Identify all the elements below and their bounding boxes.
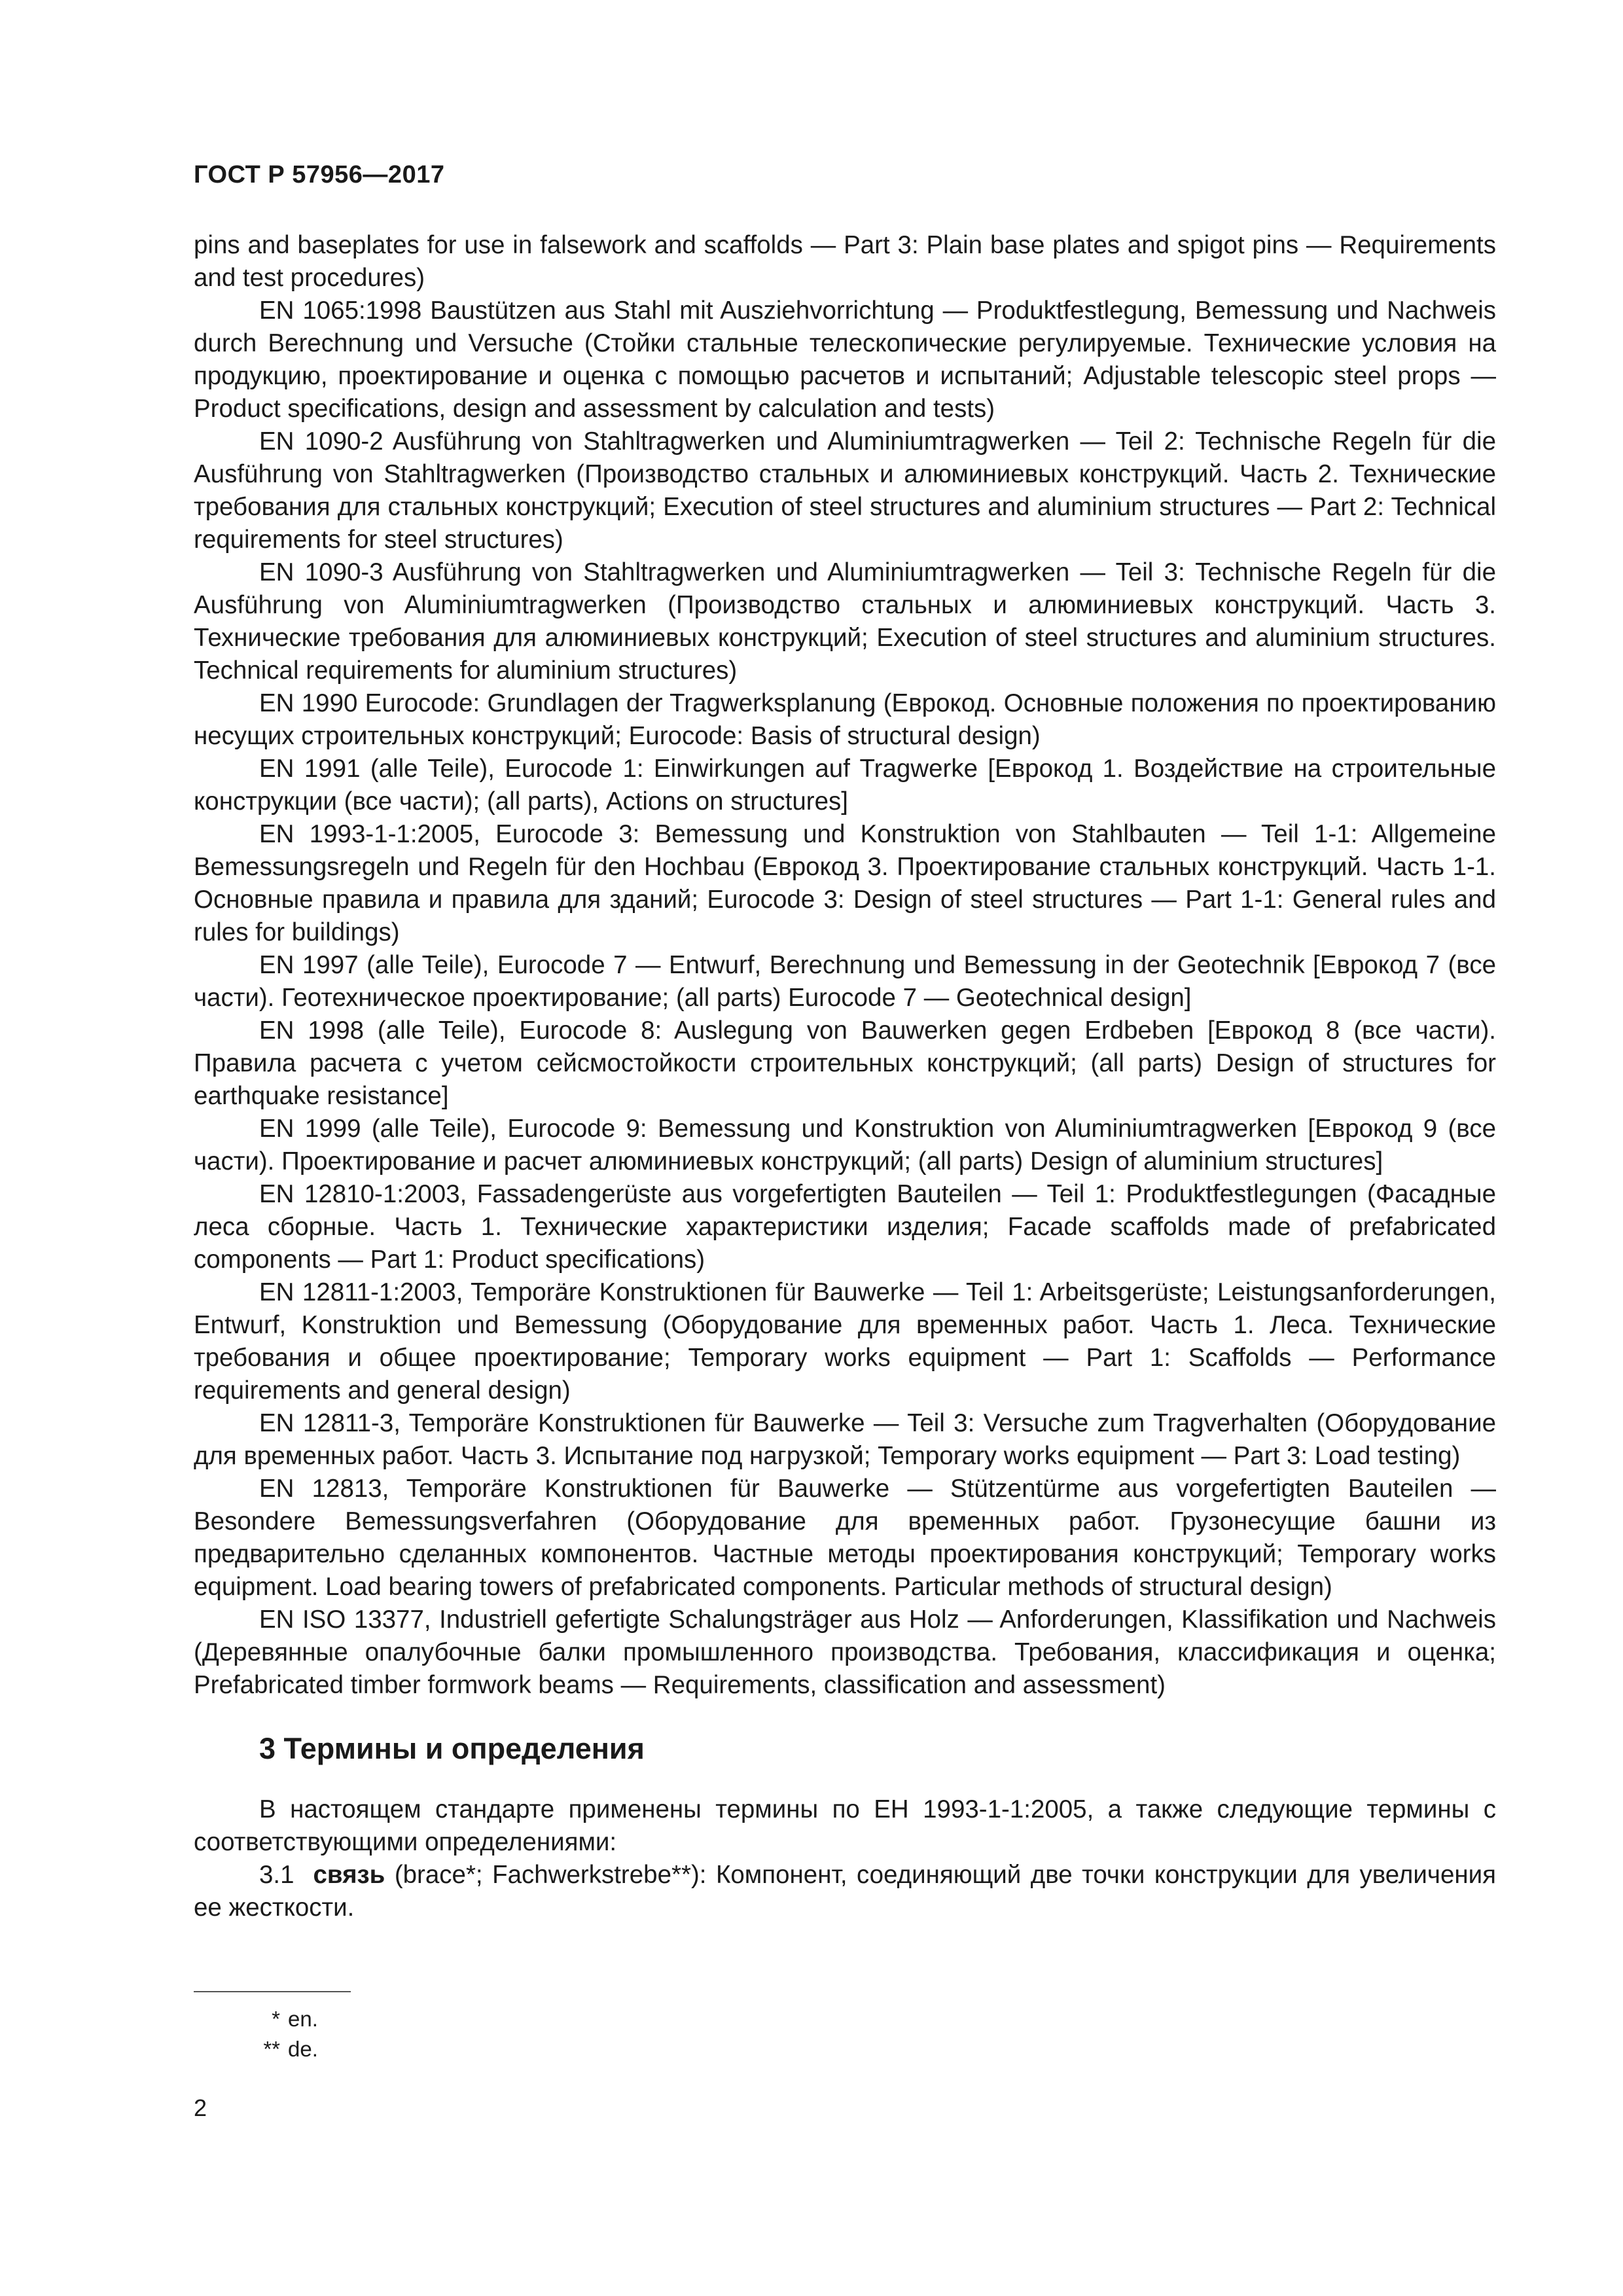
reference-item: EN 1991 (alle Teile), Eurocode 1: Einwirkungen auf Tragwerke [Еврокод 1. Воздействие на строительные конструкции (все части); (all parts), Actions on structures] — [194, 755, 1496, 816]
footnotes — [194, 2004, 318, 2064]
reference-continuation: pins and baseplates for use in falsework and scaffolds — Part 3: Plain base plates and spigot pins — Requirements and test procedures) — [194, 231, 1496, 292]
footnote-text: en. — [288, 2007, 318, 2031]
reference-item: EN ISO 13377, Industriell gefertigte Schalungsträger aus Holz — Anforderungen, Klassifikation und Nachweis (Деревянные опалубочные балки промышленного производства. Требования, классификация и оценка; Prefabricated timber formwork beams — Requirements, classification and assessment) — [194, 1605, 1496, 1699]
footnote-divider — [194, 1991, 351, 1992]
footnote-mark: * — [272, 2007, 280, 2031]
footnote-item — [194, 2004, 318, 2034]
footnote-text: de. — [288, 2037, 318, 2061]
footnote-mark: ** — [263, 2037, 280, 2061]
reference-item: EN 1997 (alle Teile), Eurocode 7 — Entwurf, Berechnung und Bemessung in der Geotechnik [Еврокод 7 (все части). Геотехническое проектирование; (all parts) Eurocode 7 — Geotechnical design] — [194, 951, 1496, 1012]
reference-item: EN 1993-1-1:2005, Eurocode 3: Bemessung und Konstruktion von Stahlbauten — Teil 1-1: Allgemeine Bemessungsregeln und Regeln für den Hochbau (Еврокод 3. Проектирование стальных конструкций. Часть 1-1. Основные правила и правила для зданий; Eurocode 3: Design of steel structures — Part 1-1: General rules and rules for buildings) — [194, 820, 1496, 946]
reference-item: EN 1999 (alle Teile), Eurocode 9: Bemessung und Konstruktion von Aluminiumtragwerken [Еврокод 9 (все части). Проектирование и расчет алюминиевых конструкций; (all parts) Design of aluminium structures] — [194, 1115, 1496, 1175]
term-entry — [194, 1859, 1496, 1924]
term-name: связь — [313, 1861, 385, 1889]
reference-item: EN 1090-2 Ausführung von Stahltragwerken und Aluminiumtragwerken — Teil 2: Technische Regeln für die Ausführung von Stahltragwerken (Производство стальных и алюминиевых конструкций. Часть 2. Технические требования для стальных конструкций; Execution of steel structures and aluminium structures — Part 2: Technical requirements for steel structures) — [194, 427, 1496, 554]
reference-item: EN 12811-1:2003, Temporäre Konstruktionen für Bauwerke — Teil 1: Arbeitsgerüste; Leistungsanforderungen, Entwurf, Konstruktion und Bemessung (Оборудование для временных работ. Часть 1. Леса. Технические требования и общее проектирование; Temporary works equipment — Part 1: Scaffolds — Performance requirements and general design) — [194, 1278, 1496, 1405]
reference-list — [194, 295, 1496, 1702]
reference-item: EN 1990 Eurocode: Grundlagen der Tragwerksplanung (Еврокод. Основные положения по проектированию несущих строительных конструкций; Eurocode: Basis of structural design) — [194, 689, 1496, 750]
term-number: 3.1 — [259, 1861, 294, 1889]
section-heading: 3 Термины и определения — [259, 1732, 645, 1765]
page-number: 2 — [194, 2094, 207, 2121]
standard-header: ГОСТ Р 57956—2017 — [194, 161, 445, 188]
reference-item: EN 12810-1:2003, Fassadengerüste aus vorgefertigten Bauteilen — Teil 1: Produktfestlegungen (Фасадные леса сборные. Часть 1. Технические характеристики изделия; Facade scaffolds made of prefabricated components — Part 1: Product specifications) — [194, 1180, 1496, 1274]
document-body — [194, 229, 1496, 1924]
reference-item: EN 1065:1998 Baustützen aus Stahl mit Ausziehvorrichtung — Produktfestlegung, Bemessung und Nachweis durch Berechnung und Versuche (Стойки стальные телескопические регулируемые. Технические условия на продукцию, проектирование и оценка с помощью расчетов и испытаний; Adjustable telescopic steel props — Product specifications, design and assessment by calculation and tests) — [194, 296, 1496, 423]
reference-item: EN 1090-3 Ausführung von Stahltragwerken und Aluminiumtragwerken — Teil 3: Technische Regeln für die Ausführung von Aluminiumtragwerken (Производство стальных и алюминиевых конструкций. Часть 3. Технические требования для алюминиевых конструкций; Execution of steel structures and aluminium structures. Technical requirements for aluminium structures) — [194, 558, 1496, 685]
footnote-item — [194, 2034, 318, 2064]
reference-item: EN 12811-3, Temporäre Konstruktionen für Bauwerke — Teil 3: Versuche zum Tragverhalten (Оборудование для временных работ. Часть 3. Испытание под нагрузкой; Temporary works equipment — Part 3: Load testing) — [194, 1409, 1496, 1470]
section-intro: В настоящем стандарте применены термины по ЕН 1993-1-1:2005, а также следующие термины с соответствующими определениями: — [194, 1795, 1496, 1856]
term-definition: (brace*; Fachwerkstrebe**): Компонент, соединяющий две точки конструкции для увеличения ее жесткости. — [194, 1861, 1496, 1922]
reference-item: EN 12813, Temporäre Konstruktionen für Bauwerke — Stützentürme aus vorgefertigten Bauteilen — Besondere Bemessungsverfahren (Оборудование для временных работ. Грузонесущие башни из предварительно сделанных компонентов. Частные методы проектирования конструкций; Temporary works equipment. Load bearing towers of prefabricated components. Particular methods of structural design) — [194, 1475, 1496, 1601]
reference-item: EN 1998 (alle Teile), Eurocode 8: Auslegung von Bauwerken gegen Erdbeben [Еврокод 8 (все части). Правила расчета с учетом сейсмостойкости строительных конструкций; (all parts) Design of structures for earthquake resistance] — [194, 1016, 1496, 1110]
